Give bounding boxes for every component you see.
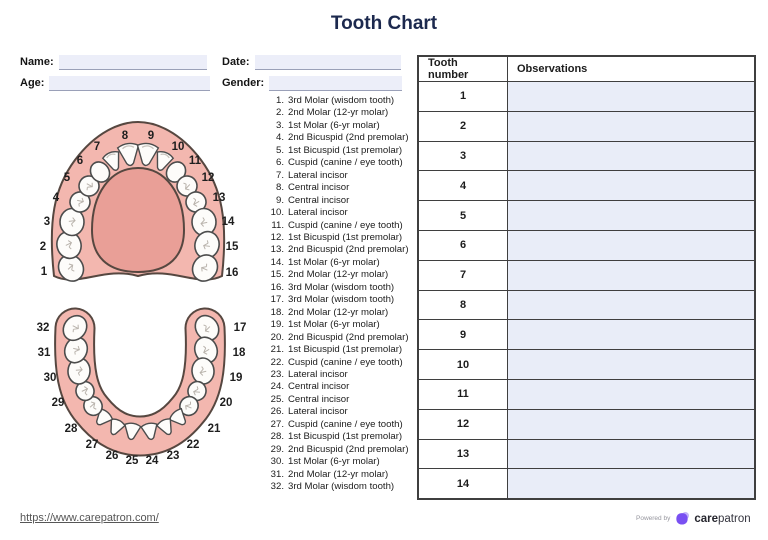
tooth-list-label: 1st Molar (6-yr molar) bbox=[288, 456, 380, 468]
tooth-list-label: Cuspid (canine / eye tooth) bbox=[288, 157, 403, 169]
tooth-list-number: 23. bbox=[270, 368, 284, 380]
tooth-list-number: 15. bbox=[270, 269, 284, 281]
date-input[interactable] bbox=[255, 55, 401, 70]
tooth-list-item bbox=[266, 456, 414, 468]
tooth-list-label: 1st Bicuspid (1st premolar) bbox=[288, 344, 403, 356]
tooth-number-cell: 9 bbox=[418, 320, 508, 350]
tooth-number-label: 30 bbox=[43, 372, 57, 384]
observation-cell[interactable] bbox=[508, 320, 756, 350]
table-row bbox=[418, 379, 755, 409]
tooth-list-item bbox=[266, 469, 414, 481]
tooth-list-item bbox=[266, 95, 414, 107]
tooth-list-item bbox=[266, 481, 414, 493]
tooth-number-cell: 7 bbox=[418, 260, 508, 290]
tooth-list-label: 2nd Molar (12-yr molar) bbox=[288, 107, 389, 119]
tooth-number-label: 2 bbox=[39, 241, 47, 253]
tooth-number-label: 24 bbox=[145, 455, 159, 467]
tooth-number-label: 5 bbox=[63, 172, 71, 184]
tooth-list-label: 2nd Molar (12-yr molar) bbox=[288, 306, 389, 318]
tooth-list-item bbox=[266, 232, 414, 244]
tooth-list-item bbox=[266, 120, 414, 132]
tooth-number-cell: 8 bbox=[418, 290, 508, 320]
tooth-number-label: 14 bbox=[221, 216, 235, 228]
tooth-list-item bbox=[266, 431, 414, 443]
tooth-list-number: 14. bbox=[270, 256, 284, 268]
tooth-list-item bbox=[266, 170, 414, 182]
tooth-number-label: 19 bbox=[229, 372, 243, 384]
table-row bbox=[418, 469, 755, 499]
tooth-number-cell: 1 bbox=[418, 82, 508, 112]
table-row bbox=[418, 201, 755, 231]
tooth-number-label: 17 bbox=[233, 322, 247, 334]
tooth-list-label: 3rd Molar (wisdom tooth) bbox=[288, 294, 395, 306]
tooth-number-cell: 5 bbox=[418, 201, 508, 231]
observation-cell[interactable] bbox=[508, 230, 756, 260]
tooth-list-number: 28. bbox=[270, 431, 284, 443]
tooth-list-item bbox=[266, 394, 414, 406]
tooth-number-label: 20 bbox=[219, 397, 233, 409]
tooth-number-label: 8 bbox=[121, 130, 129, 142]
tooth-list-number: 4. bbox=[275, 132, 284, 144]
tooth-list-number: 2. bbox=[275, 107, 284, 119]
tooth-list-item bbox=[266, 419, 414, 431]
tooth-list-number: 31. bbox=[270, 468, 284, 480]
tooth-list-label: 2nd Bicuspid (2nd premolar) bbox=[288, 331, 409, 343]
tooth-list-label: Central incisor bbox=[288, 194, 350, 206]
tooth-list-item bbox=[266, 332, 414, 344]
tooth-list-label: Lateral incisor bbox=[288, 169, 348, 181]
tooth-list-number: 9. bbox=[275, 194, 284, 206]
tooth-list-item bbox=[266, 207, 414, 219]
tooth-list-item bbox=[266, 132, 414, 144]
carepatron-wordmark bbox=[694, 513, 750, 525]
table-row bbox=[418, 439, 755, 469]
tooth-list-number: 12. bbox=[270, 231, 284, 243]
carepatron-logo-icon bbox=[675, 511, 690, 526]
tooth-number-label: 9 bbox=[147, 130, 155, 142]
observation-cell[interactable] bbox=[508, 379, 756, 409]
tooth-list-label: Central incisor bbox=[288, 381, 350, 393]
tooth-list-label: 2nd Bicuspid (2nd premolar) bbox=[288, 132, 409, 144]
gender-input[interactable] bbox=[269, 76, 402, 91]
tooth-list-item bbox=[266, 282, 414, 294]
tooth-list-label: 3rd Molar (wisdom tooth) bbox=[288, 95, 395, 106]
tooth-number-label: 23 bbox=[166, 450, 180, 462]
observation-cell[interactable] bbox=[508, 290, 756, 320]
tooth-list-label: Central incisor bbox=[288, 182, 350, 194]
table-row bbox=[418, 141, 755, 171]
table-row bbox=[418, 230, 755, 260]
tooth-list-label: 1st Molar (6-yr molar) bbox=[288, 256, 380, 268]
tooth-list-number: 25. bbox=[270, 393, 284, 405]
tooth-list-number: 30. bbox=[270, 456, 284, 468]
table-header-row bbox=[418, 56, 755, 82]
tooth-list-number: 1. bbox=[275, 95, 284, 106]
tooth-list-number: 27. bbox=[270, 418, 284, 430]
tooth-number-label: 3 bbox=[43, 216, 51, 228]
tooth-number-label: 7 bbox=[93, 141, 101, 153]
carepatron-link[interactable]: https://www.carepatron.com/ bbox=[20, 512, 159, 524]
tooth-list-item bbox=[266, 244, 414, 256]
tooth-list-label: 2nd Bicuspid (2nd premolar) bbox=[288, 443, 409, 455]
observation-cell[interactable] bbox=[508, 439, 756, 469]
tooth-number-header: Tooth number bbox=[418, 56, 508, 82]
table-row bbox=[418, 171, 755, 201]
tooth-list-label: Lateral incisor bbox=[288, 207, 348, 219]
tooth-list-label: Central incisor bbox=[288, 393, 350, 405]
tooth-number-label: 12 bbox=[201, 172, 215, 184]
observations-table bbox=[417, 55, 756, 500]
tooth-number-label: 13 bbox=[212, 192, 226, 204]
name-label: Name: bbox=[20, 56, 54, 68]
tooth-list-item bbox=[266, 220, 414, 232]
tooth-number-label: 29 bbox=[51, 397, 65, 409]
gum-shape bbox=[92, 168, 184, 272]
upper-teeth-diagram bbox=[30, 106, 258, 294]
tooth-number-label: 21 bbox=[207, 423, 221, 435]
tooth-list-number: 8. bbox=[275, 182, 284, 194]
observation-cell[interactable] bbox=[508, 469, 756, 499]
tooth-number-label: 16 bbox=[225, 267, 239, 279]
tooth-list-label: 1st Bicuspid (1st premolar) bbox=[288, 431, 403, 443]
tooth-list-item bbox=[266, 157, 414, 169]
tooth-list-number: 18. bbox=[270, 306, 284, 318]
tooth-list-number: 24. bbox=[270, 381, 284, 393]
tooth-list-number: 7. bbox=[275, 169, 284, 181]
observation-cell[interactable] bbox=[508, 141, 756, 171]
observation-cell[interactable] bbox=[508, 260, 756, 290]
tooth-number-label: 32 bbox=[36, 322, 50, 334]
tooth-list-item bbox=[266, 294, 414, 306]
gender-label: Gender: bbox=[222, 77, 265, 89]
tooth-list-number: 32. bbox=[270, 481, 284, 493]
tooth-number-label: 6 bbox=[76, 155, 84, 167]
tooth-list-item bbox=[266, 381, 414, 393]
tooth-list-item bbox=[266, 369, 414, 381]
tooth-list-item bbox=[266, 182, 414, 194]
tooth-list-label: 3rd Molar (wisdom tooth) bbox=[288, 281, 395, 293]
table-row bbox=[418, 260, 755, 290]
tooth-list-number: 3. bbox=[275, 119, 284, 131]
tooth-list-number: 6. bbox=[275, 157, 284, 169]
table-row bbox=[418, 350, 755, 380]
tooth-number-label: 11 bbox=[188, 155, 202, 167]
tooth-number-cell: 14 bbox=[418, 469, 508, 499]
tooth-list-item bbox=[266, 195, 414, 207]
tooth-list-number: 13. bbox=[270, 244, 284, 256]
tooth-number-cell: 4 bbox=[418, 171, 508, 201]
tooth-number-cell: 12 bbox=[418, 409, 508, 439]
tooth-number-label: 22 bbox=[186, 439, 200, 451]
observation-cell[interactable] bbox=[508, 171, 756, 201]
tooth-number-label: 26 bbox=[105, 450, 119, 462]
tooth-list-number: 10. bbox=[270, 207, 284, 219]
tooth-list-label: 2nd Bicuspid (2nd premolar) bbox=[288, 244, 409, 256]
tooth-list-item bbox=[266, 319, 414, 331]
tooth-list-label: 2nd Molar (12-yr molar) bbox=[288, 468, 389, 480]
tooth-number-label: 28 bbox=[64, 423, 78, 435]
observation-cell[interactable] bbox=[508, 350, 756, 380]
date-field-group bbox=[222, 55, 401, 70]
name-input[interactable] bbox=[59, 55, 207, 70]
age-field-group bbox=[20, 76, 210, 91]
observation-cell[interactable] bbox=[508, 201, 756, 231]
powered-by-label: Powered by bbox=[636, 515, 671, 522]
observation-cell[interactable] bbox=[508, 82, 756, 112]
tooth-list-label: Lateral incisor bbox=[288, 406, 348, 418]
table-row bbox=[418, 290, 755, 320]
tooth-number-cell: 2 bbox=[418, 111, 508, 141]
tooth-list-number: 22. bbox=[270, 356, 284, 368]
table-row bbox=[418, 111, 755, 141]
tooth-number-label: 10 bbox=[171, 141, 185, 153]
observations-table-wrap bbox=[417, 55, 756, 500]
brand-patron: patron bbox=[718, 512, 751, 525]
table-row bbox=[418, 409, 755, 439]
tooth-list-number: 11. bbox=[271, 219, 284, 231]
date-label: Date: bbox=[222, 56, 250, 68]
brand-care: care bbox=[694, 512, 718, 525]
tooth-list-item bbox=[266, 357, 414, 369]
tooth-list-label: 1st Molar (6-yr molar) bbox=[288, 319, 380, 331]
tooth-list-item bbox=[266, 269, 414, 281]
tooth-number-label: 25 bbox=[125, 455, 139, 467]
tooth-list-item bbox=[266, 444, 414, 456]
tooth-list-label: Lateral incisor bbox=[288, 368, 348, 380]
tooth-list-number: 17. bbox=[270, 294, 284, 306]
tooth-list-item bbox=[266, 145, 414, 157]
tooth-list-item bbox=[266, 344, 414, 356]
age-label: Age: bbox=[20, 77, 45, 89]
tooth-number-cell: 6 bbox=[418, 230, 508, 260]
tooth-list-item bbox=[266, 307, 414, 319]
tooth-list-item bbox=[266, 107, 414, 119]
tooth-number-label: 4 bbox=[52, 192, 60, 204]
tooth-list-label: 3rd Molar (wisdom tooth) bbox=[288, 481, 395, 493]
page-title: Tooth Chart bbox=[330, 13, 438, 34]
tooth-list-item bbox=[266, 257, 414, 269]
tooth-list-label: 1st Molar (6-yr molar) bbox=[288, 119, 380, 131]
age-input[interactable] bbox=[49, 76, 210, 91]
tooth-list-label: 1st Bicuspid (1st premolar) bbox=[288, 144, 403, 156]
tooth-list-item bbox=[266, 406, 414, 418]
tooth-list-number: 16. bbox=[270, 281, 284, 293]
tooth-number-cell: 13 bbox=[418, 439, 508, 469]
tooth-number-label: 15 bbox=[225, 241, 239, 253]
tooth-number-label: 27 bbox=[85, 439, 99, 451]
tooth-number-cell: 11 bbox=[418, 379, 508, 409]
tooth-list-number: 5. bbox=[275, 144, 284, 156]
tooth-list-label: Cuspid (canine / eye tooth) bbox=[288, 418, 403, 430]
observation-cell[interactable] bbox=[508, 409, 756, 439]
tooth-number-label: 1 bbox=[40, 266, 48, 278]
tooth-list-label: 1st Bicuspid (1st premolar) bbox=[288, 231, 403, 243]
table-row bbox=[418, 82, 755, 112]
tooth-number-label: 31 bbox=[37, 347, 51, 359]
tooth-name-list bbox=[266, 95, 414, 494]
table-row bbox=[418, 320, 755, 350]
tooth-list-number: 21. bbox=[270, 344, 284, 356]
tooth-list-number: 19. bbox=[270, 319, 284, 331]
lower-teeth-diagram bbox=[30, 296, 260, 488]
name-field-group bbox=[20, 55, 207, 70]
tooth-number-cell: 10 bbox=[418, 350, 508, 380]
tooth-list-label: Cuspid (canine / eye tooth) bbox=[288, 356, 403, 368]
tooth-number-cell: 3 bbox=[418, 141, 508, 171]
tooth-list-label: Cuspid (canine / eye tooth) bbox=[288, 219, 403, 231]
tooth-list-label: 2nd Molar (12-yr molar) bbox=[288, 269, 389, 281]
tooth-list-number: 26. bbox=[270, 406, 284, 418]
tooth-number-label: 18 bbox=[232, 347, 246, 359]
observation-cell[interactable] bbox=[508, 111, 756, 141]
gender-field-group bbox=[222, 76, 402, 91]
tooth-list-number: 29. bbox=[270, 443, 284, 455]
observations-header: Observations bbox=[508, 56, 756, 82]
tooth-list-number: 20. bbox=[270, 331, 284, 343]
powered-by-badge bbox=[636, 511, 751, 526]
